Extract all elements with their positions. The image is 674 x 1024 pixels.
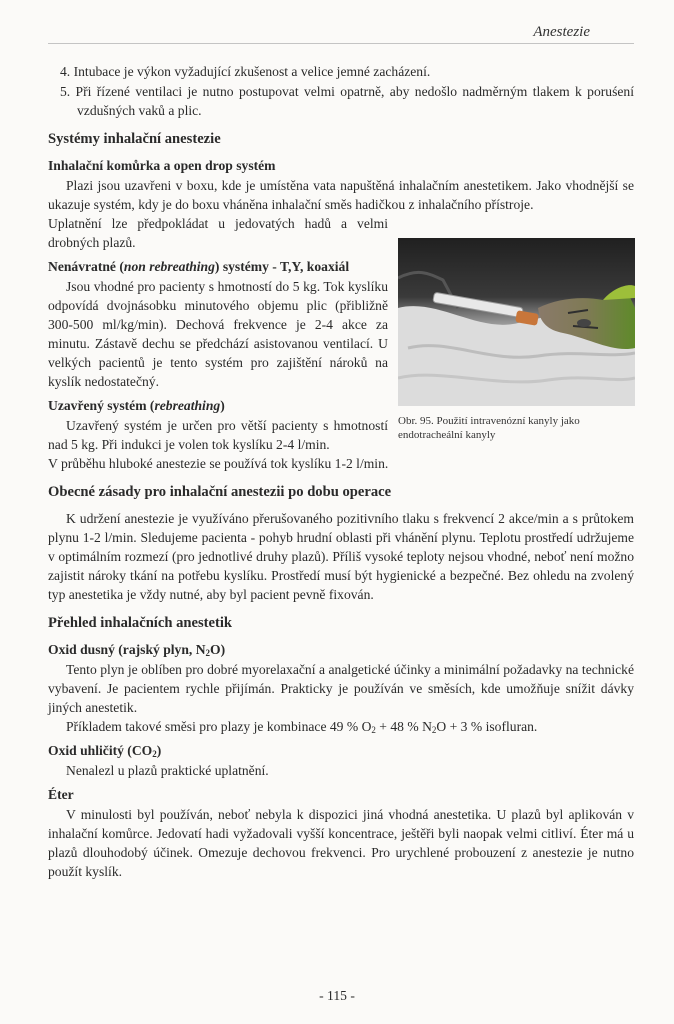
header-rule	[48, 43, 634, 44]
intro-list	[48, 62, 634, 120]
subscript: 2	[431, 725, 437, 735]
heading-italic-text: non rebreathing	[123, 259, 215, 274]
text: Příkladem takové směsi pro plazy je kombinace 49 % O	[66, 719, 372, 734]
section-heading-general-principles: Obecné zásady pro inhalační anestezii po dobu operace	[48, 484, 392, 500]
subheading-carbon-dioxide	[48, 741, 634, 760]
paragraph: Plazi jsou uzavřeni v boxu, kde je umístěna vata napuštěná inhalačním anestetikem. Jako vhodnější se ukazuje systém, kdy je do boxu vháněna inhalační směs hadičkou z inhalačního přístroje.	[48, 178, 634, 212]
heading-text: )	[220, 398, 225, 413]
list-item: 5. Při řízené ventilaci je nutno postupovat velmi opatrně, aby nedošlo nadměrným tlakem k poruśení vzdušných vaků a plic.	[60, 84, 634, 118]
paragraph: Uzavřený systém je určen pro větší pacienty s hmotností nad 5 kg. Při indukci je volen tok kyslíku 2-4 l/min.	[48, 418, 388, 452]
subheading-rebreathing	[48, 396, 388, 415]
subheading-inhalation-chamber: Inhalační komůrka a open drop systém	[48, 158, 276, 173]
figure	[398, 238, 635, 442]
subheading-nitrous-oxide	[48, 640, 634, 659]
running-header: Anestezie	[533, 24, 590, 40]
section-heading-anesthetics-overview: Přehled inhalačních anestetik	[48, 615, 233, 631]
paragraph: Jsou vhodné pro pacienty s hmotností do 5 kg. Tok kyslíku odpovídá dvojnásobku minutového objemu plic (přibližně 300-500 ml/kg/min). Dechová frekvence je 2-4 akce za minutu. Zástavě dechu se předchází asistovanou ventilací. U velkých pacientů je tento systém pro zajištění nároků na kyslík nedostatečný.	[48, 279, 388, 389]
paragraph	[48, 717, 634, 736]
paragraph: K udržení anestezie je využíváno přerušovaného pozitivního tlaku s frekvencí 2 akce/min a s průtokem plynu 1-2 l/min. Sledujeme pacienta - pohyb hrudní oblasti při vhánění plynu. Teplotu prostředí udržujeme v optimálním rozmezí (pro jednotlivé druhy plazů). Příliš vysoké teploty nejsou vhodné, neboť není možno zajistit nároky tkání na potřebu kyslíku. Prostředí musí být hygienické a bezpečné. Bez ohledu na zvolený typ anestetika je vždy nutné, aby byl pacient pevně fixován.	[48, 511, 634, 602]
heading-text: Nenávratné (	[48, 259, 124, 274]
page-content	[48, 62, 634, 881]
heading-text: Oxid dusný (rajský plyn, N	[48, 642, 206, 657]
section-heading-systems: Systémy inhalační anestezie	[48, 131, 221, 147]
heading-text: Oxid uhličitý (CO	[48, 743, 153, 758]
heading-text: Uzavřený systém (	[48, 398, 155, 413]
heading-italic-text: rebreathing	[154, 398, 221, 413]
paragraph: Uplatnění lze předpokládat u jedovatých hadů a velmi drobných plazů.	[48, 216, 388, 250]
list-item: 4. Intubace je výkon vyžadující zkušenost a velice jemné zacházení.	[60, 64, 431, 79]
paragraph: V minulosti byl používán, neboť nebyla k dispozici jiná vhodná anestetika. U plazů byl aplikován v inhalační komůrce. Jedovatí hadi vyžadovali vyšší koncentrace, ještěři byli naopak velmi citliví. Éter má u plazů dlouhodobý účinek. Omezuje dechovou frekvenci. Pro urychlené probouzení z anestezie je nutno použít kyslík.	[48, 807, 634, 879]
text: + 48 % N	[375, 719, 432, 734]
text: O + 3 % isofluran.	[436, 719, 538, 734]
subheading-non-rebreathing	[48, 257, 388, 276]
heading-text: )	[156, 743, 162, 758]
subscript: 2	[205, 648, 211, 658]
heading-text: O)	[210, 642, 226, 657]
subheading-ether: Éter	[48, 787, 74, 802]
paragraph: Tento plyn je oblíben pro dobré myorelaxační a analgetické účinky a minimální požadavky na technické vybavení. Je pacientem rychle přijímán. Prakticky je používán ve směsích, kde umožňuje snížit dávky jiných anestetik.	[48, 662, 634, 715]
subscript: 2	[152, 749, 157, 759]
heading-text: ) systémy - T,Y, koaxiál	[214, 259, 350, 274]
subscript: 2	[371, 725, 376, 735]
figure-caption: Obr. 95. Použití intravenózní kanyly jako endotracheální kanyly	[398, 415, 580, 441]
paragraph: Nenalezl u plazů praktické uplatnění.	[66, 763, 269, 778]
paragraph: V průběhu hluboké anestezie se používá tok kyslíku 1-2 l/min.	[48, 456, 389, 471]
page-number: - 115 -	[319, 988, 355, 1003]
figure-photo	[398, 238, 635, 406]
